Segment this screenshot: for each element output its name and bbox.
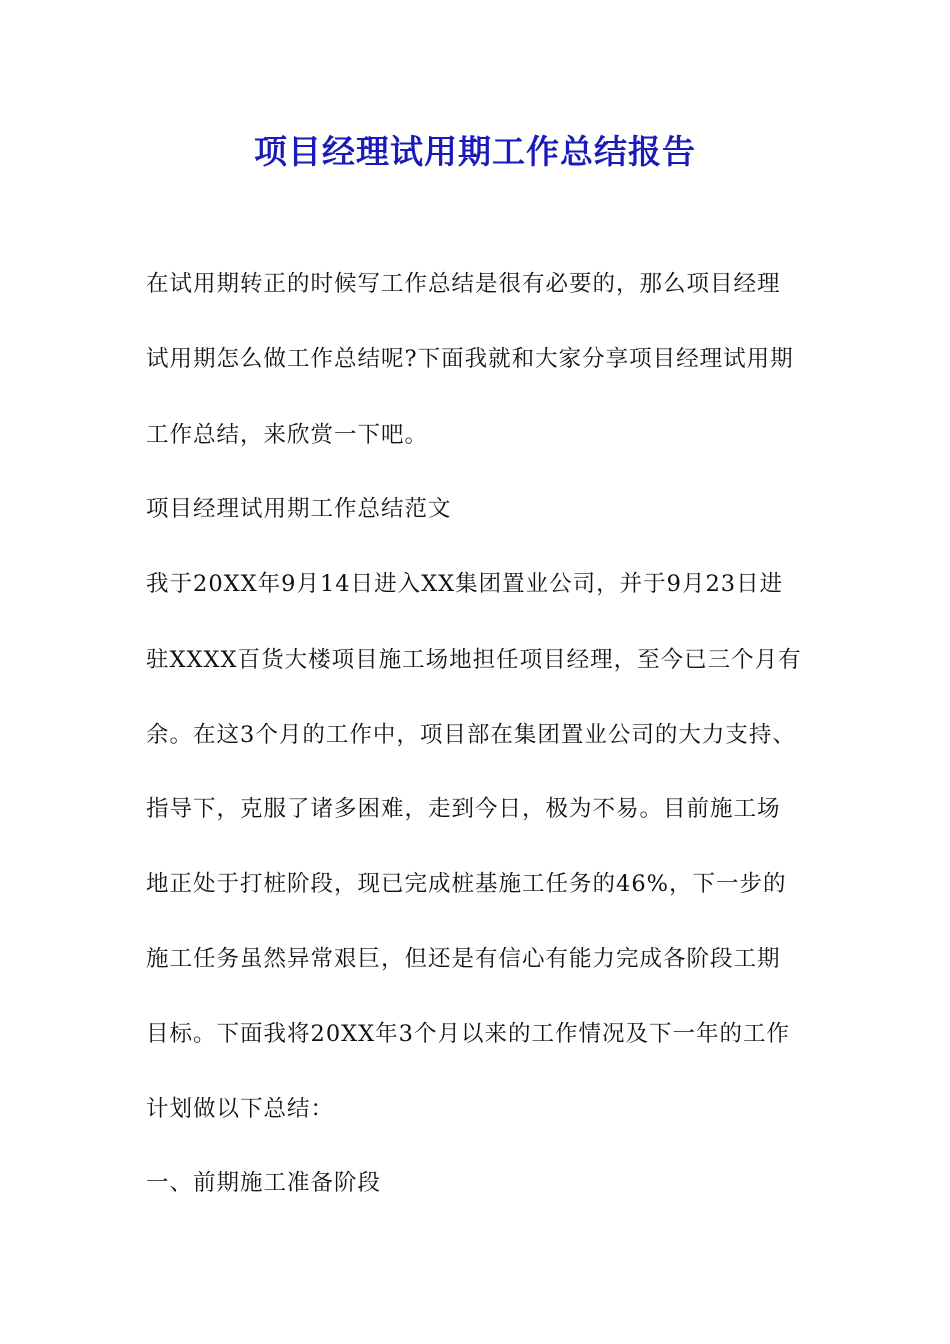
text-line: 驻XXXX百货大楼项目施工场地担任项目经理，至今已三个月有 [146,647,802,673]
text-line: 试用期怎么做工作总结呢?下面我就和大家分享项目经理试用期 [146,346,794,372]
text-line: 计划做以下总结： [146,1096,335,1122]
text-line: 地正处于打桩阶段，现已完成桩基施工任务的46%，下一步的 [146,871,787,897]
text-line: 我于20XX年9月14日进入XX集团置业公司，并于9月23日进 [146,571,784,597]
section-heading: 项目经理试用期工作总结范文 [146,496,452,522]
text-line: 工作总结，来欣赏一下吧。 [146,422,429,448]
section-heading: 一、前期施工准备阶段 [146,1170,382,1196]
text-line: 在试用期转正的时候写工作总结是很有必要的，那么项目经理 [146,271,781,297]
text-line: 目标。下面我将20XX年3个月以来的工作情况及下一年的工作 [146,1021,790,1047]
text-line: 余。在这3个月的工作中，项目部在集团置业公司的大力支持、 [146,722,796,748]
document-title: 项目经理试用期工作总结报告 [254,132,696,171]
text-line: 指导下，克服了诸多困难，走到今日，极为不易。目前施工场 [146,796,781,822]
text-line: 施工任务虽然异常艰巨，但还是有信心有能力完成各阶段工期 [146,946,781,972]
